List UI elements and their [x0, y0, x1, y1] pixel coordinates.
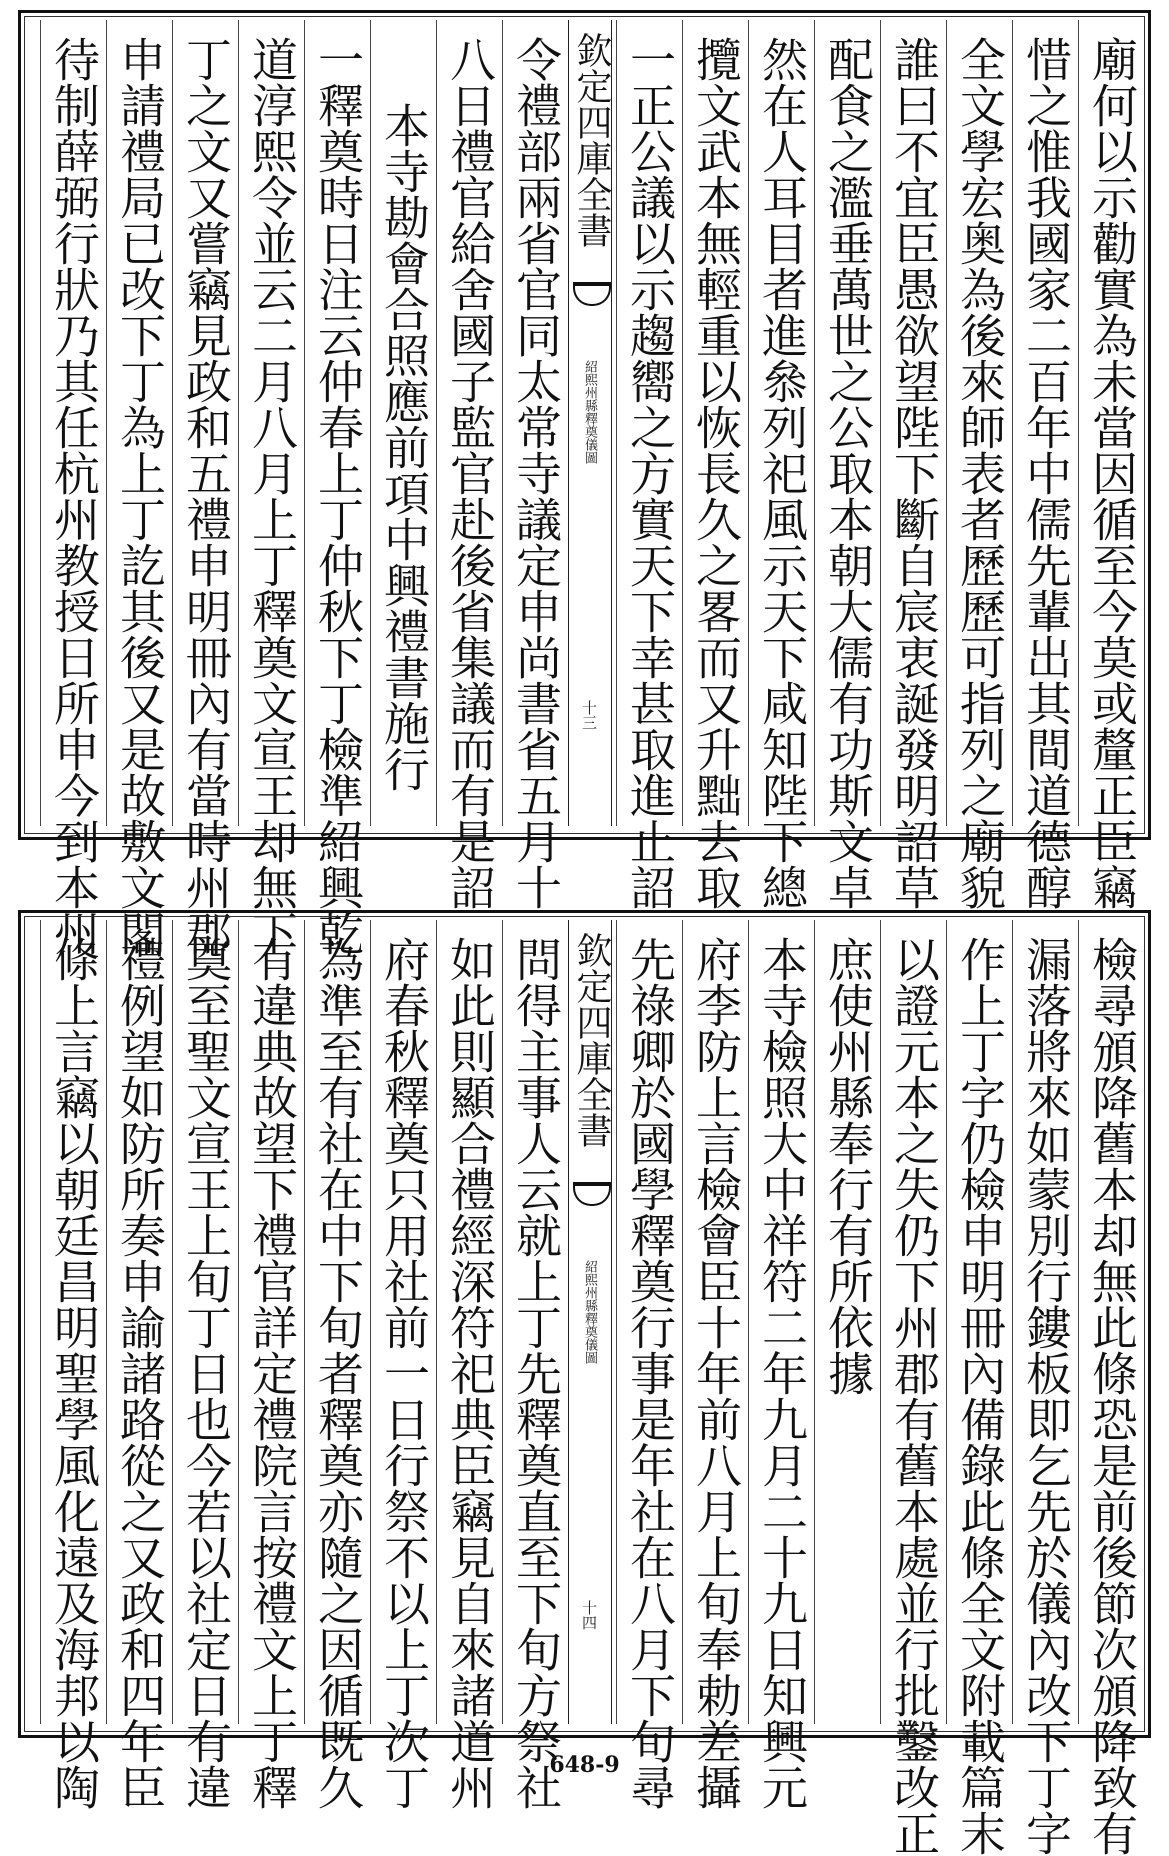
text-column: 全文學宏奥為後來師表者歷歷可指列之廟貌 [946, 20, 1012, 826]
page-number: 648-9 [549, 1752, 620, 1778]
text-column: 禮例望如防所奏申諭諸路從之又政和四年臣 [106, 920, 172, 1724]
text-column: 然在人耳目者進叅列祀風示天下咸知陛下總 [748, 20, 814, 826]
text-column: 府李防上言檢會臣十年前八月上旬奉勅差攝 [682, 920, 748, 1724]
text-column: 誰曰不宜臣愚欲望陛下斷自宸衷誕發明詔草 [880, 20, 946, 826]
text-column: 奠至聖文宣王上旬丁日也今若以社定日有違 [172, 920, 238, 1724]
fish-tail-mark [573, 1182, 611, 1206]
text-column: 為準至有社在中下旬者釋奠亦隨之因循既久 [304, 920, 370, 1724]
text-column: 問得主事人云就上丁先釋奠直至下旬方祭社 [502, 920, 568, 1724]
fish-tail-mark [573, 282, 611, 306]
leaf-number: 十四 [580, 1600, 598, 1630]
text-column: 有違典故望下禮官詳定禮院言按禮文上丁釋 [238, 920, 304, 1724]
source-note: 紹熙州縣釋奠儀圖 [582, 360, 597, 464]
text-column: 本寺勘會合照應前項中興禮書施行 [370, 20, 436, 826]
text-column: 丁之文又嘗竊見政和五禮申明冊內有當時州郡 [172, 20, 238, 826]
text-column: 惜之惟我國家二百年中儒先輩出其間道德醇 [1012, 20, 1078, 826]
text-column: 道淳熙令並云二月八月上丁釋奠文宣王却無下 [238, 20, 304, 826]
text-column: 如此則顯合禮經深符祀典臣竊見自來諸道州 [436, 920, 502, 1724]
text-column: 攬文武本無輕重以恢長久之畧而又升黜去取 [682, 20, 748, 826]
text-column: 配食之濫垂萬世之公取本朝大儒有功斯文卓 [814, 20, 880, 826]
book-title: 欽定四庫全書 [571, 32, 612, 248]
text-column: 漏落將來如蒙別行鏤板即乞先於儀內改下丁字 [1012, 920, 1078, 1724]
book-title: 欽定四庫全書 [571, 932, 612, 1148]
text-column: 一正公議以示趨嚮之方實天下幸甚取進止詔 [616, 20, 682, 826]
text-column: 一釋奠時日注云仲春上丁仲秋下丁檢準紹興乾 [304, 20, 370, 826]
text-column: 八日禮官給舍國子監官赴後省集議而有是詔 [436, 20, 502, 826]
text-column: 先祿卿於國學釋奠行事是年社在八月下旬尋 [616, 920, 682, 1724]
text-column: 條上言竊以朝廷昌明聖學風化遠及海邦以陶 [40, 920, 106, 1724]
text-column: 令禮部兩省官同太常寺議定申尚書省五月十 [502, 20, 568, 826]
text-column: 府春秋釋奠只用社前一日行祭不以上丁次丁 [370, 920, 436, 1724]
source-note: 紹熙州縣釋奠儀圖 [582, 1260, 597, 1364]
leaf-number: 十三 [580, 700, 598, 730]
text-column: 待制薛弼行狀乃其任杭州教授日所申今到本州 [40, 20, 106, 826]
text-column: 申請禮局已改下丁為上丁訖其後又是故敷文閣 [106, 20, 172, 826]
text-column: 作上丁字仍檢申明冊內備錄此條全文附載篇末 [946, 920, 1012, 1724]
center-fold [568, 920, 612, 1724]
text-column: 以證元本之失仍下州郡有舊本處並行批鑿改正 [880, 920, 946, 1724]
text-column: 檢尋頒降舊本却無此條恐是前後節次頒降致有 [1078, 920, 1144, 1724]
text-column: 本寺檢照大中祥符二年九月二十九日知興元 [748, 920, 814, 1724]
center-fold [568, 20, 612, 826]
text-column: 廟何以示勸實為未當因循至今莫或釐正臣竊 [1078, 20, 1144, 826]
text-column: 庶使州縣奉行有所依據 [814, 920, 880, 1724]
